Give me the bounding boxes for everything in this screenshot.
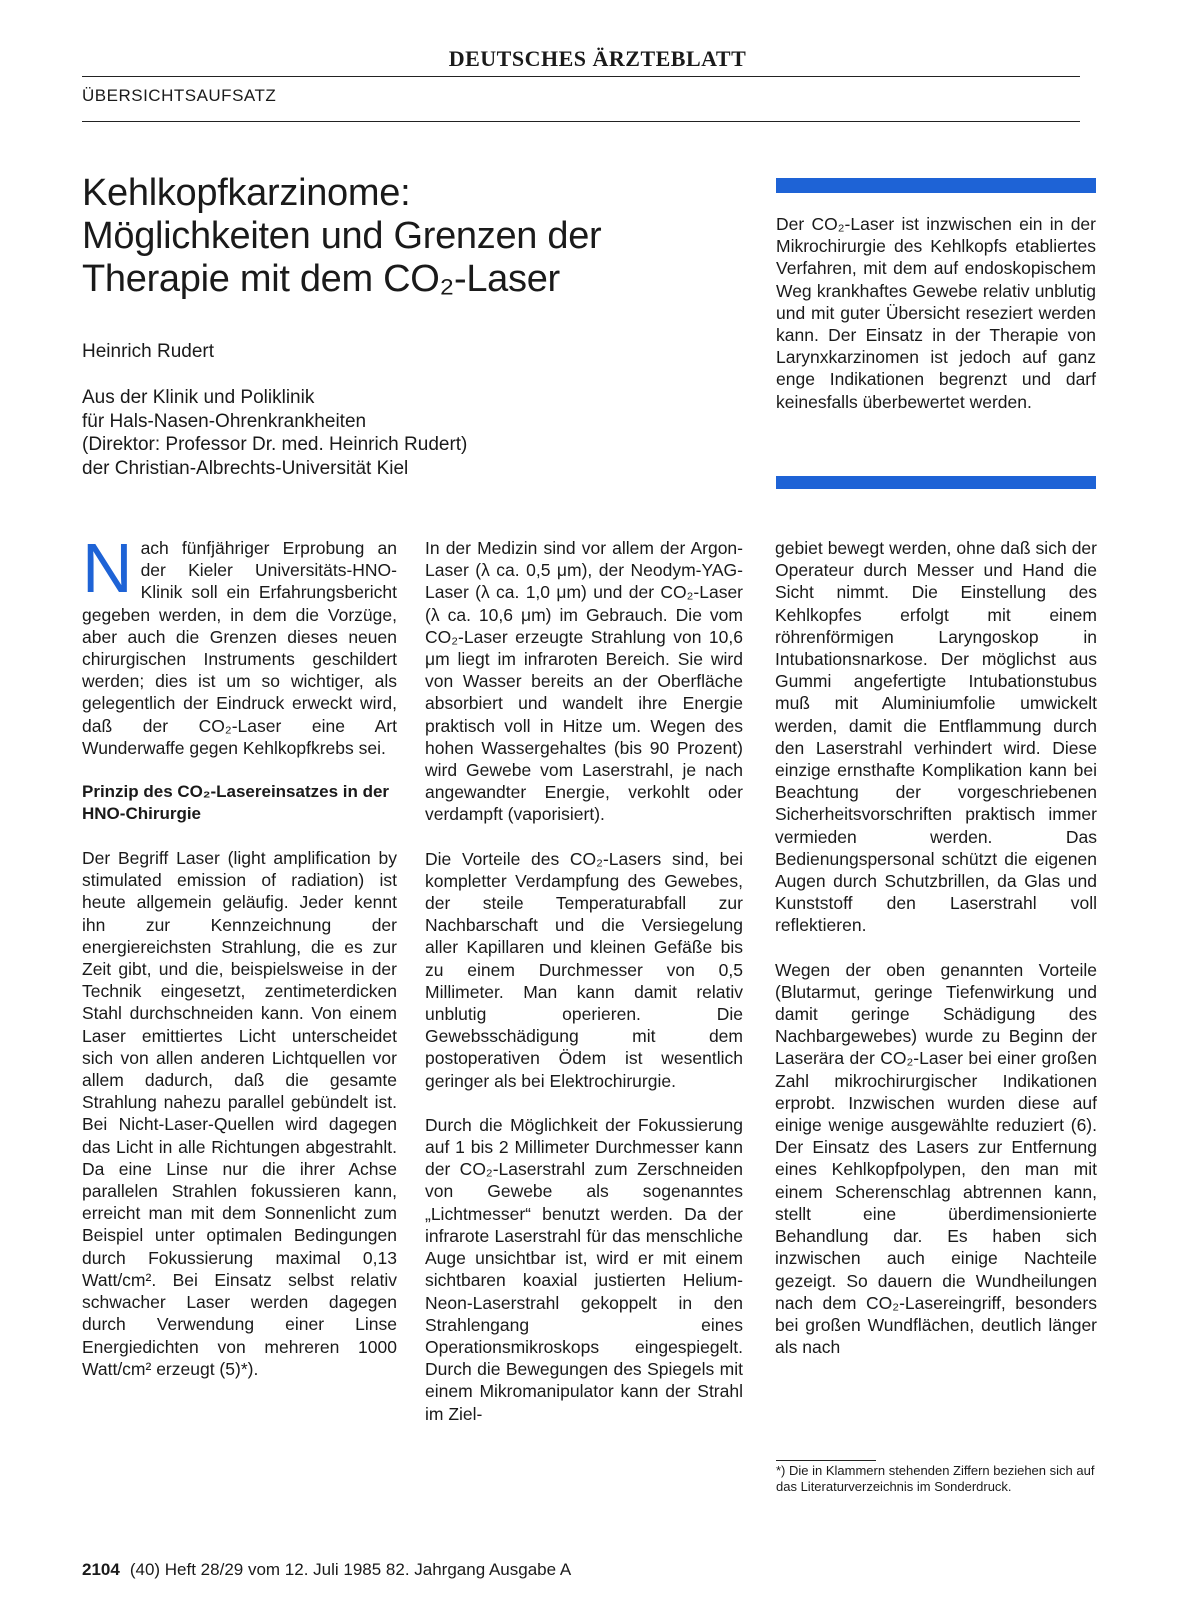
masthead-rule [82, 76, 1080, 77]
affiliation-line: (Direktor: Professor Dr. med. Heinrich Rudert) [82, 434, 468, 456]
page-number: 2104 [82, 1560, 120, 1579]
paragraph: Durch die Möglichkeit der Fokussierung auf 1 bis 2 Millimeter Durchmesser kann der CO₂-Laserstrahl zum Zerschneiden von Gewebe als sogenanntes „Lichtmesser“ benutzt werden. Da der infrarote Laserstrahl für das menschliche Auge unsichtbar ist, wird er mit einem sichtbaren koaxial justierten Helium-Neon-Laserstrahl gekoppelt in den Strahlengang eines Operationsmikroskops eingespiegelt. Durch die Bewegungen des Spiegels mit einem Mikromanipulator kann der Strahl im Ziel- [425, 1114, 743, 1424]
paragraph: Wegen der oben genannten Vorteile (Blutarmut, geringe Tiefenwirkung und damit geringe Schädigung des Nachbargewebes) wurde zu Beginn der Laserära der CO₂-Laser bei einer großen Zahl mikrochirurgischer Indikationen erprobt. Inzwischen wurden diese auf einige wenige ausgewählte reduziert (6). Der Einsatz des Lasers zur Entfernung eines Kehlkopfpolypen, den man mit einem Scherenschlag abtrennen kann, stellt eine überdimensionierte Behandlung dar. Es haben sich inzwischen auch einige Nachteile gezeigt. So dauern die Wundheilungen nach dem CO₂-Lasereingriff, besonders bei großen Wundflächen, deutlich länger als nach [775, 959, 1097, 1358]
issue-info: (40) Heft 28/29 vom 12. Juli 1985 82. Jahrgang Ausgabe A [129, 1560, 572, 1579]
abstract-text: Der CO₂-Laser ist inzwischen ein in der Mikrochirurgie des Kehlkopfs etabliertes Verfahren, mit dem auf endoskopischem Weg krankhaftes Gewebe relativ unblutig und mit guter Übersicht reseziert werden kann. Der Einsatz in der Therapie von Larynxkarzinomen ist jedoch auf ganz enge Indikationen begrenzt und darf keinesfalls überbewertet werden. [776, 214, 1096, 412]
title-line: Kehlkopfkarzinome: [82, 172, 411, 214]
abstract-bar-bottom [776, 476, 1096, 489]
section-rule [82, 121, 1080, 122]
page-footer [82, 1560, 571, 1580]
paragraph: In der Medizin sind vor allem der Argon-Laser (λ ca. 0,5 μm), der Neodym-YAG-Laser (λ ca. 1,0 μm) und der CO₂-Laser (λ ca. 10,6 μm) im Gebrauch. Die vom CO₂-Laser erzeugte Strahlung von 10,6 μm liegt im infraroten Bereich. Sie wird von Wasser bereits an der Oberfläche absorbiert und wandelt ihre Energie praktisch voll in Hitze um. Wegen des hohen Wassergehaltes (bis 90 Prozent) wird Gewebe vom Laserstrahl, je nach angewandter Energie, verkohlt oder verdampft (vaporisiert). [425, 538, 743, 825]
abstract-bar-top [776, 178, 1096, 193]
affiliation-line: für Hals-Nasen-Ohrenkrankheiten [82, 410, 367, 432]
affiliation [82, 386, 467, 480]
author-name: Heinrich Rudert [82, 341, 214, 362]
intro-text: ach fünfjähriger Erprobung an der Kieler Universitäts-HNO-Klinik soll ein Erfahrungsbericht gegeben werden, in dem die Vorzüge, aber auch die Grenzen dieses neuen chirurgischen Instruments geschildert werden; dies ist um so wichtiger, als gelegentlich der Eindruck erweckt wird, daß der CO₂-Laser eine Art Wunderwaffe gegen Kehlkopfkrebs sei. [82, 538, 397, 758]
column-2 [425, 537, 743, 1425]
intro-paragraph [82, 529, 397, 759]
subheading: Prinzip des CO₂-Lasereinsatzes in der HNO-Chirurgie [82, 782, 390, 824]
masthead: DEUTSCHES ÄRZTEBLATT [448, 46, 747, 71]
column-1 [82, 529, 397, 1380]
article-title [82, 172, 722, 301]
affiliation-line: der Christian-Albrechts-Universität Kiel [82, 457, 409, 479]
section-label: ÜBERSICHTSAUFSATZ [82, 86, 277, 105]
title-line: Therapie mit dem CO₂-Laser [82, 258, 560, 300]
paragraph: Die Vorteile des CO₂-Lasers sind, bei kompletter Verdampfung des Gewebes, der steile Temperaturabfall zur Nachbarschaft und die Versiegelung aller Kapillaren und kleinen Gefäße bis zu einem Durchmesser von 0,5 Millimeter. Man kann damit relativ unblutig operieren. Die Gewebsschädigung mit dem postoperativen Ödem ist wesentlich geringer als bei Elektrochirurgie. [425, 848, 743, 1091]
paragraph: gebiet bewegt werden, ohne daß sich der Operateur durch Messer und Hand die Sicht nimmt. Die Einstellung des Kehlkopfes erfolgt mit einem röhrenförmigen Laryngoskop in Intubationsnarkose. Der möglichst aus Gummi angefertigte Intubationstubus muß mit Aluminiumfolie umwickelt werden, damit die Entflammung durch den Laserstrahl verhindert wird. Diese einzige ernsthafte Komplikation kann bei Beachtung der vorgeschriebenen Sicherheitsvorschriften praktisch immer vermieden werden. Das Bedienungspersonal schützt die eigenen Augen durch Schutzbrillen, da Glas und Kunststoff den Laserstrahl voll reflektieren. [775, 538, 1097, 936]
affiliation-line: Aus der Klinik und Poliklinik [82, 387, 315, 408]
paragraph: Der Begriff Laser (light amplification by stimulated emission of radiation) ist heute allgemein geläufig. Jeder kennt ihn zur Kennzeichnung der energiereichsten Strahlung, die es zur Zeit gibt, und die, beispielsweise in der Technik eingesetzt, zentimeterdicken Stahl durchschneiden kann. Von einem Laser emittiertes Licht unterscheidet sich von allen anderen Lichtquellen vor allem dadurch, daß die gesamte Strahlung nahezu parallel gebündelt ist. Bei Nicht-Laser-Quellen wird dagegen das Licht in alle Richtungen abgestrahlt. Da eine Linse nur die ihrer Achse parallelen Strahlen fokussieren kann, erreicht man mit dem Sonnenlicht zum Beispiel unter optimalen Bedingungen durch Fokussierung maximal 0,13 Watt/cm². Bei Einsatz selbst relativ schwacher Laser werden dagegen durch Verwendung einer Linse Energiedichten von mehreren 1000 Watt/cm² erzeugt (5)*). [82, 848, 397, 1379]
column-3 [775, 537, 1097, 1358]
footnote-rule [776, 1460, 876, 1461]
drop-cap: N [82, 529, 133, 607]
footnote: *) Die in Klammern stehenden Ziffern beziehen sich auf das Literaturverzeichnis im Sonderdruck. [776, 1463, 1095, 1494]
title-line: Möglichkeiten und Grenzen der [82, 215, 602, 257]
